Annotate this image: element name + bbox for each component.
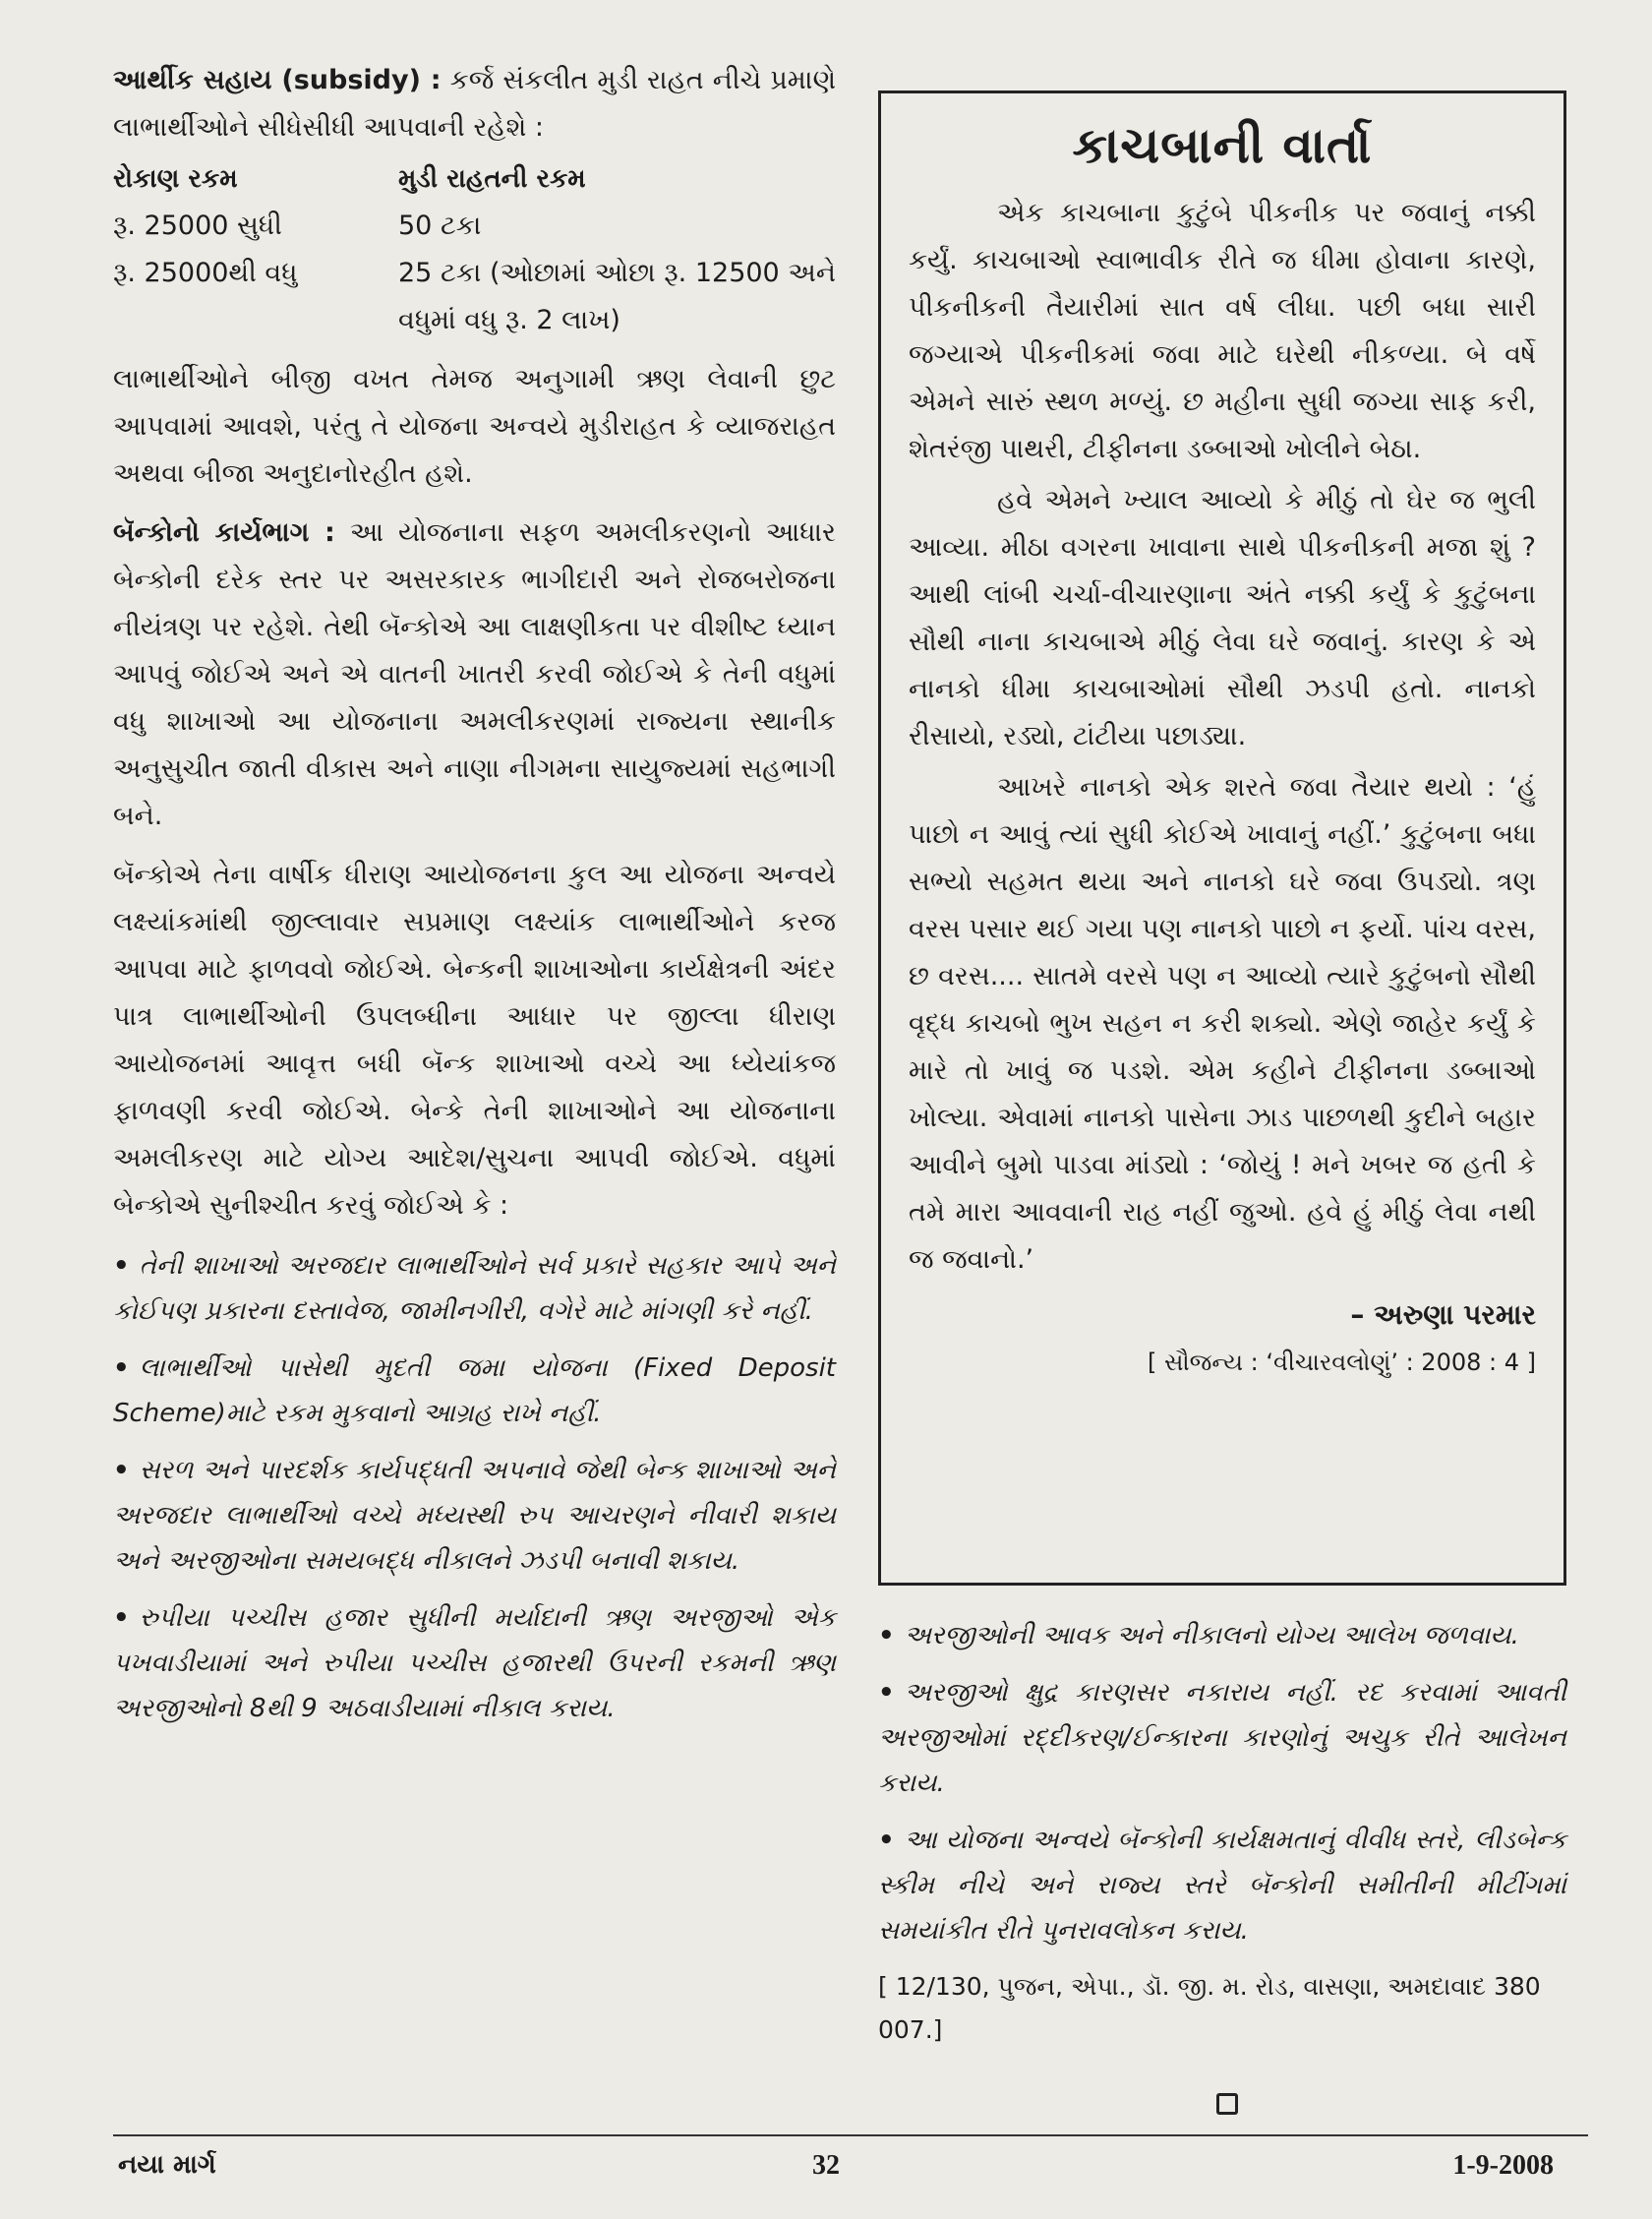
banks-role-text: આ યોજનાના સફળ અમલીકરણનો આધાર બેન્કોની દરેક સ્તર પર અસરકારક ભાગીદારી અને રોજબરોજના નીયંત્રણ પર રહેશે. તેથી બૅન્કોએ આ લાક્ષણીકતા પર વીશીષ્ટ ધ્યાન આપવું જોઈએ અને એ વાતની ખાતરી કરવી જોઈએ કે તેની વધુમાં વધુ શાખાઓ આ યોજનાના અમલીકરણમાં રાજ્યના સ્થાનીક અનુસુચીત જાતી વીકાસ અને નાણા નીગમના સાયુજ્યમાં સહભાગી બને. [113, 517, 836, 831]
author-address: [ 12/130, પુજન, એપા., ડૉ. જી. મ. રોડ, વાસણા, અમદાવાદ 380 007.] [878, 1972, 1541, 2044]
right-bullet-list [878, 1613, 1566, 1953]
list-item-text: આ યોજના અન્વયે બૅન્કોની કાર્યક્ષમતાનું વીવીધ સ્તરે, લીડબેન્ક સ્કીમ નીચે અને રાજ્ય સ્તરે બૅન્કોની સમીતીની મીટીંગમાં સમયાંકીત રીતે પુનરાવલોકન કરાય. [878, 1826, 1566, 1946]
list-item-text: અરજીઓ ક્ષુદ્ર કારણસર નકારાય નહીં. રદ કરવામાં આવતી અરજીઓમાં રદ્દીકરણ/ઈન્કારના કારણોનું અચુક રીતે આલેખન કરાય. [878, 1678, 1566, 1798]
table-header: મુડી રાહતની રકમ [398, 164, 586, 194]
banks-role-paragraph [113, 510, 836, 840]
story-paragraph: હવે એમને ખ્યાલ આવ્યો કે મીઠું તો ઘેર જ ભુલી આવ્યા. મીઠા વગરના ખાવાના સાથે પીકનીકની મજા શું ? આથી લાંબી ચર્ચા-વીચારણાના અંતે નક્કી કર્યું કે કુટુંબના સૌથી નાના કાચબાએ મીઠું લેવા ઘરે જવાનું. કારણ કે એ નાનકો ધીમા કાચબાઓમાં સૌથી ઝડપી હતો. નાનકો રીસાયો, રડ્યો, ટાંટીયા પછાડ્યા. [909, 485, 1536, 751]
issue-date: 1-9-2008 [1452, 2150, 1554, 2181]
bullet-icon: • [113, 1456, 130, 1485]
bullet-icon: • [878, 1621, 895, 1650]
list-item [878, 1818, 1566, 1953]
list-item-text: તેની શાખાઓ અરજદાર લાભાર્થીઓને સર્વ પ્રકારે સહકાર આપે અને કોઈપણ પ્રકારના દસ્તાવેજ, જામીનગીરી, વગેરે માટે માંગણી કરે નહીં. [113, 1251, 836, 1326]
list-item-text: રુપીયા પચ્ચીસ હજાર સુધીની મર્યાદાની ઋણ અરજીઓ એક પખવાડીયામાં અને રુપીયા પચ્ચીસ હજારથી ઉપરની રકમની ઋણ અરજીઓનો 8થી 9 અઠવાડીયામાં નીકાલ કરાય. [113, 1603, 836, 1723]
loan-paragraph: લાભાર્થીઓને બીજી વખત તેમજ અનુગામી ઋણ લેવાની છુટ આપવામાં આવશે, પરંતુ તે યોજના અન્વયે મુડીરાહત કે વ્યાજરાહત અથવા બીજા અનુદાનોરહીત હશે. [113, 364, 836, 489]
page-number: 32 [812, 2150, 840, 2181]
story-box [878, 90, 1566, 1586]
story-paragraph: આખરે નાનકો એક શરતે જવા તૈયાર થયો : ‘હું પાછો ન આવું ત્યાં સુધી કોઈએ ખાવાનું નહીં.’ કુટુંબના બધા સભ્યો સહમત થયા અને નાનકો ઘરે જવા ઉપડ્યો. ત્રણ વરસ પસાર થઈ ગયા પણ નાનકો પાછો ન ફર્યો. પાંચ વરસ, છ વરસ.... સાતમે વરસે પણ ન આવ્યો ત્યારે કુટુંબનો સૌથી વૃદ્ધ કાચબો ભુખ સહન ન કરી શક્યો. એણે જાહેર કર્યું કે મારે તો ખાવું જ પડશે. એમ કહીને ટીફીનના ડબ્બાઓ ખોલ્યા. એવામાં નાનકો પાસેના ઝાડ પાછળથી કુદીને બહાર આવીને બુમો પાડવા માંડ્યો : ‘જોયું ! મને ખબર જ હતી કે તમે મારા આવવાની રાહ નહીં જુઓ. હવે હું મીઠું લેવા નથી જ જવાનો.’ [909, 772, 1536, 1275]
end-of-article-icon [1216, 2093, 1238, 2115]
story-title: કાચબાની વાર્તા [1072, 117, 1373, 174]
list-item [878, 1613, 1566, 1658]
subsidy-intro [113, 57, 836, 151]
story-author: – અરુણા પરમાર [1350, 1298, 1536, 1331]
subsidy-intro-text: કર્જ સંકલીત મુડી રાહત નીચે પ્રમાણે લાભાર્થીઓને સીધેસીધી આપવાની રહેશે : [113, 65, 836, 143]
bullet-icon: • [113, 1603, 130, 1633]
table-header: રોકાણ રકમ [113, 164, 238, 194]
list-item-text: લાભાર્થીઓ પાસેથી મુદતી જમા યોજના (Fixed Deposit Scheme)માટે રકમ મુકવાનો આગ્રહ રાખે નહીં. [113, 1353, 836, 1428]
list-item [113, 1346, 836, 1436]
banks-role-heading: બૅન્કોનો કાર્યભાગ : [113, 517, 335, 548]
bullet-icon: • [113, 1251, 130, 1281]
list-item [113, 1448, 836, 1584]
table-cell: 50 ટકા [398, 210, 482, 241]
list-item [878, 1670, 1566, 1806]
bullet-icon: • [878, 1678, 895, 1708]
table-header-row [113, 155, 836, 203]
bullet-icon: • [113, 1353, 130, 1383]
list-item-text: સરળ અને પારદર્શક કાર્યપદ્ધતી અપનાવે જેથી બેન્ક શાખાઓ અને અરજદાર લાભાર્થીઓ વચ્ચે મધ્યસ્થી રુપ આચરણને નીવારી શકાય અને અરજીઓના સમયબદ્ધ નીકાલને ઝડપી બનાવી શકાય. [113, 1456, 836, 1576]
left-column [113, 57, 836, 1743]
subsidy-heading: આર્થીક સહાય (subsidy) : [113, 65, 442, 95]
bullet-icon: • [878, 1826, 895, 1855]
list-item [113, 1595, 836, 1731]
table-row [113, 250, 836, 344]
table-cell: રૂ. 25000થી વધુ [113, 258, 298, 288]
story-paragraph: એક કાચબાના કુટુંબે પીકનીક પર જવાનું નક્કી કર્યું. કાચબાઓ સ્વાભાવીક રીતે જ ધીમા હોવાના કારણે, પીકનીકની તૈયારીમાં સાત વર્ષ લીધા. પછી બધા સારી જગ્યાએ પીકનીકમાં જવા માટે ઘરેથી નીકળ્યા. બે વર્ષે એમને સારું સ્થળ મળ્યું. છ મહીના સુધી જગ્યા સાફ કરી, શેતરંજી પાથરી, ટીફીનના ડબ્બાઓ ખોલીને બેઠા. [909, 198, 1536, 464]
list-item [113, 1243, 836, 1334]
magazine-name: નયા માર્ગ [118, 2150, 216, 2180]
table-cell: 25 ટકા (ઓછામાં ઓછા રૂ. 12500 અને વધુમાં વધુ રૂ. 2 લાખ) [398, 258, 836, 335]
table-row [113, 203, 836, 250]
story-credit: [ સૌજન્ય : ‘વીચારવલોણું’ : 2008 : 4 ] [1148, 1349, 1536, 1376]
right-lower-column [878, 1613, 1566, 2052]
list-item-text: અરજીઓની આવક અને નીકાલનો યોગ્ય આલેખ જળવાય. [904, 1621, 1519, 1650]
table-cell: રૂ. 25000 સુધી [113, 210, 282, 241]
subsidy-table [113, 155, 836, 344]
left-bullet-list [113, 1243, 836, 1731]
footer-divider [113, 2134, 1588, 2136]
lending-paragraph: બૅન્કોએ તેના વાર્ષીક ધીરાણ આયોજનના કુલ આ યોજના અન્વયે લક્ષ્યાંકમાંથી જીલ્લાવાર સપ્રમાણ લક્ષ્યાંક લાભાર્થીઓને કરજ આપવા માટે ફાળવવો જોઈએ. બેન્કની શાખાઓના કાર્યક્ષેત્રની અંદર પાત્ર લાભાર્થીઓની ઉપલબ્ધીના આધાર પર જીલ્લા ધીરાણ આયોજનમાં આવૃત્ત બધી બૅન્ક શાખાઓ વચ્ચે આ ધ્યેયાંકજ ફાળવણી કરવી જોઈએ. બેન્કે તેની શાખાઓને આ યોજનાના અમલીકરણ માટે યોગ્ય આદેશ/સુચના આપવી જોઈએ. વધુમાં બેન્કોએ સુનીશ્ચીત કરવું જોઈએ કે : [113, 860, 836, 1221]
